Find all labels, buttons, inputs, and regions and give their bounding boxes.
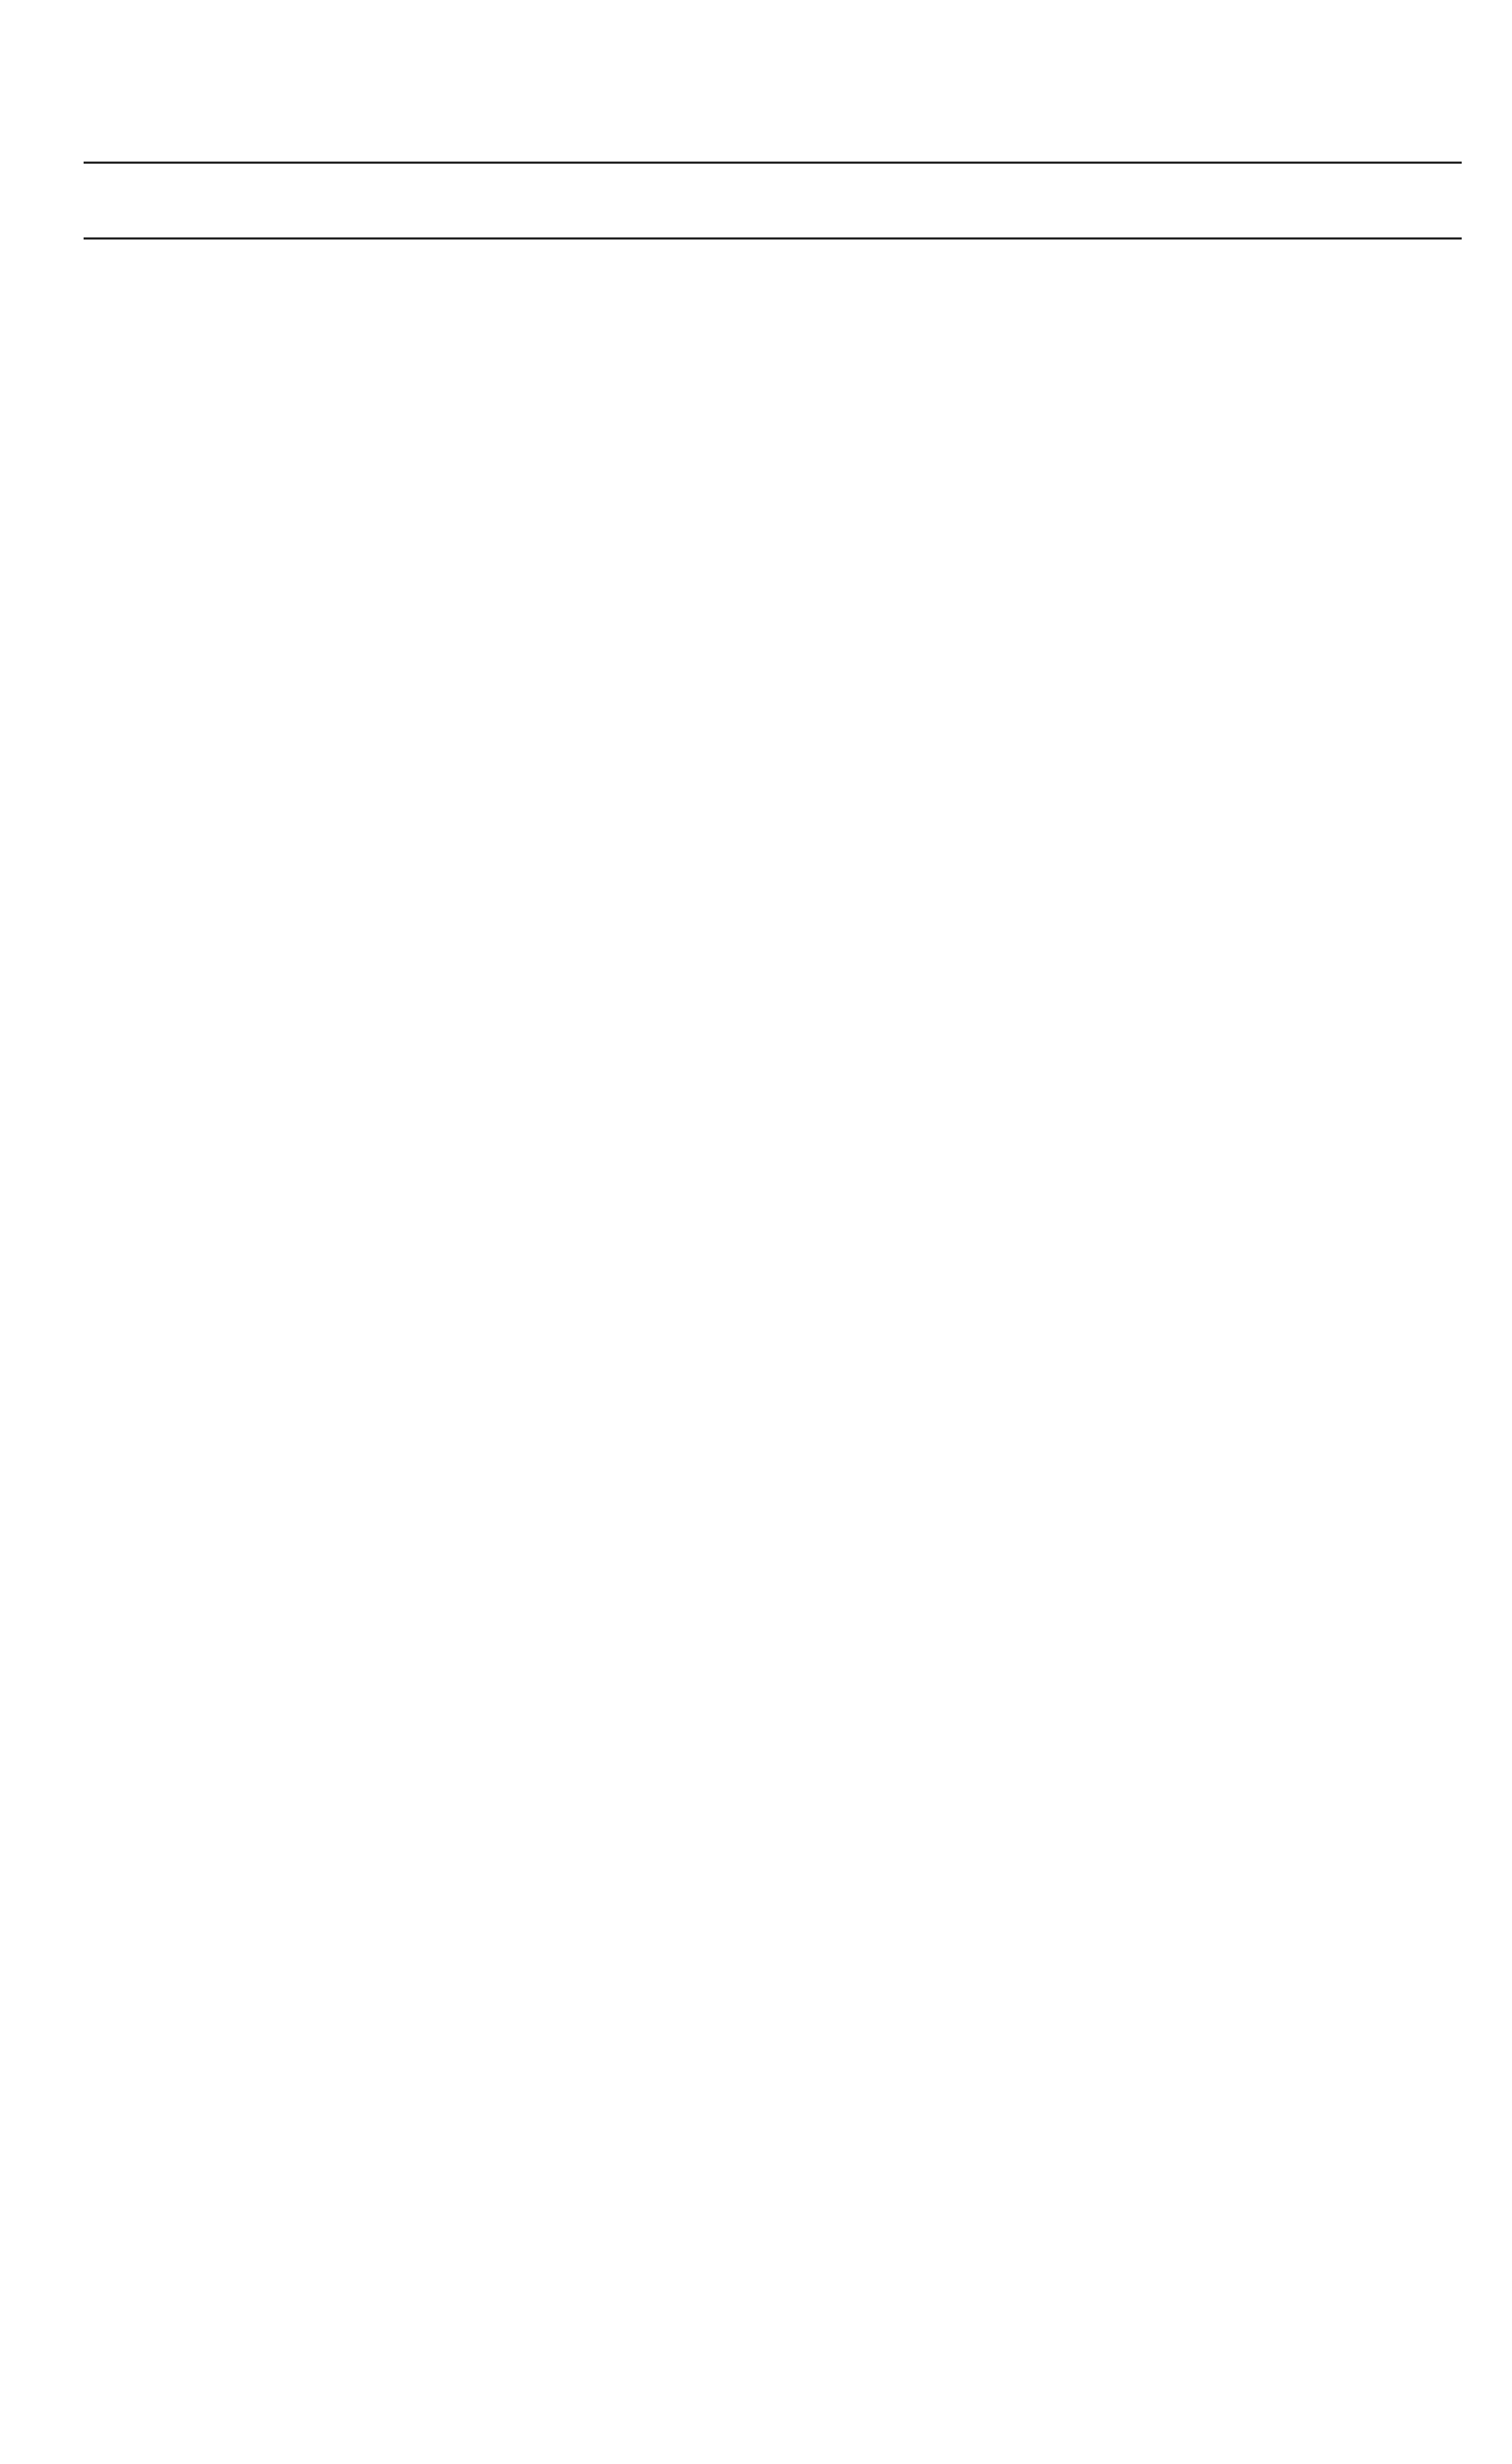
top-rule [84, 162, 1462, 164]
page-header [84, 78, 1462, 128]
bottom-rule [84, 237, 1462, 240]
